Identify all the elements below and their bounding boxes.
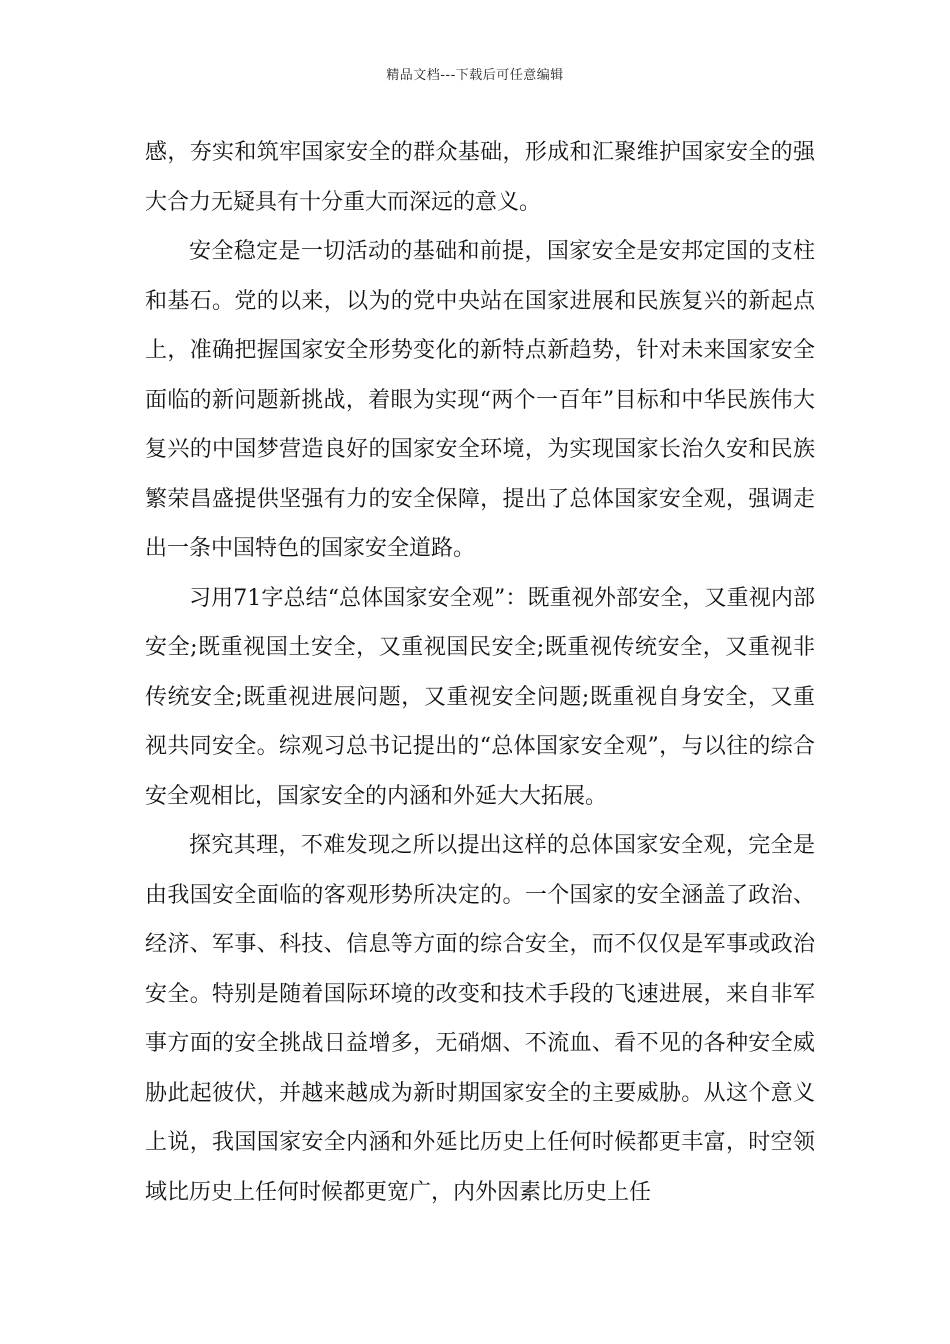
- page-header: 精品文档---下载后可任意编辑: [386, 68, 564, 83]
- paragraph-2: 安全稳定是一切活动的基础和前提，国家安全是安邦定国的支柱和基石。党的以来，以为的党中央站在国家进展和民族复兴的新起点上，准确把握国家安全形势变化的新特点新趋势，针对未来国家安全面临的新问题新挑战，着眼为实现“两个一百年”目标和中华民族伟大复兴的中国梦营造良好的国家安全环境，为实现国家长治久安和民族繁荣昌盛提供坚强有力的安全保障，提出了总体国家安全观，强调走出一条中国特色的国家安全道路。: [145, 239, 815, 561]
- paragraph-1: 感，夯实和筑牢国家安全的群众基础，形成和汇聚维护国家安全的强大合力无疑具有十分重大而深远的意义。: [145, 140, 815, 215]
- paragraph-3: 习用71字总结“总体国家安全观”：既重视外部安全，又重视内部安全;既重视国土安全，又重视国民安全;既重视传统安全，又重视非传统安全;既重视进展问题，又重视安全问题;既重视自身安全，又重视共同安全。综观习总书记提出的“总体国家安全观”，与以往的综合安全观相比，国家安全的内涵和外延大大拓展。: [145, 585, 815, 809]
- document-body: [145, 128, 815, 1217]
- paragraph-4: 探究其理，不难发现之所以提出这样的总体国家安全观，完全是由我国安全面临的客观形势所决定的。一个国家的安全涵盖了政治、经济、军事、科技、信息等方面的综合安全，而不仅仅是军事或政治安全。特别是随着国际环境的改变和技术手段的飞速进展，来自非军事方面的安全挑战日益增多，无硝烟、不流血、看不见的各种安全威胁此起彼伏，并越来越成为新时期国家安全的主要威胁。从这个意义上说，我国国家安全内涵和外延比历史上任何时候都更丰富，时空领域比历史上任何时候都更宽广，内外因素比历史上任: [145, 833, 815, 1205]
